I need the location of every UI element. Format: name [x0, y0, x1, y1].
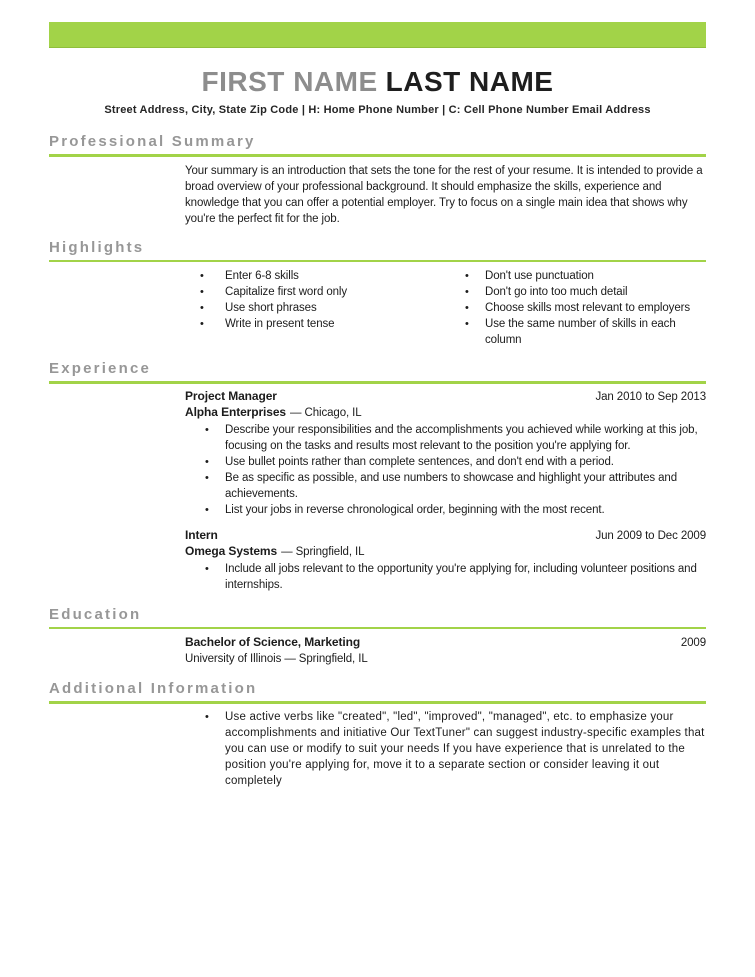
job-bullets	[185, 422, 706, 518]
section-underline	[49, 701, 706, 704]
job-company: Alpha Enterprises	[185, 405, 286, 419]
section-title-highlights: Highlights	[49, 238, 145, 256]
list-item: • Include all jobs relevant to the opportunity you're applying for, including volunteer positions and internships.	[185, 561, 706, 593]
highlights-columns	[185, 268, 706, 348]
job-location: — Springfield, IL	[281, 546, 365, 558]
section-underline	[49, 260, 706, 263]
contact-line: Street Address, City, State Zip Code | H: Home Phone Number | C: Cell Phone Number Email Address	[104, 104, 651, 116]
list-item: • Choose skills most relevant to employers	[447, 300, 706, 316]
section-title-additional-information: Additional Information	[49, 680, 258, 697]
list-item: • Don't use punctuation	[447, 268, 706, 284]
job-location: — Chicago, IL	[290, 407, 362, 419]
highlights-list-left	[185, 268, 447, 348]
list-item: • Use active verbs like "created", "led", "improved", "managed", etc. to emphasize your accomplishments and initiative Our TextTuner" can suggest industry-specific examples that you can use or modify to suit your needs If you have experience that is unrelated to the position you're applying for, move it to a separate section or consider leaving it out completely	[185, 709, 706, 789]
job-entry	[185, 389, 706, 518]
education-school: University of Illinois — Springfield, IL	[185, 652, 368, 665]
first-name: FIRST NAME	[201, 66, 378, 97]
list-item: • Be as specific as possible, and use numbers to showcase and highlight your attributes and achievements.	[185, 470, 706, 502]
list-item: • Describe your responsibilities and the accomplishments you achieved while working at this job, focusing on the tasks and results most relevant to the position you're applying for.	[185, 422, 706, 454]
last-name: LAST NAME	[385, 66, 554, 97]
job-dates: Jan 2010 to Sep 2013	[595, 390, 706, 403]
job-role: Project Manager	[185, 388, 277, 403]
job-company: Omega Systems	[185, 544, 278, 558]
additional-bullets	[185, 709, 706, 789]
job-role: Intern	[185, 527, 218, 542]
list-item: • Use bullet points rather than complete sentences, and don't end with a period.	[185, 454, 706, 470]
list-item: • List your jobs in reverse chronological order, beginning with the most recent.	[185, 502, 706, 518]
section-underline	[49, 381, 706, 384]
section-education	[49, 605, 706, 668]
section-title-education: Education	[49, 605, 142, 623]
education-year: 2009	[680, 637, 706, 649]
section-additional-information	[49, 679, 706, 789]
list-item: • Capitalize first word only	[185, 284, 447, 300]
list-item: • Write in present tense	[185, 316, 447, 332]
top-accent-bar	[49, 22, 706, 48]
list-item: • Don't go into too much detail	[447, 284, 706, 300]
job-dates: Jun 2009 to Dec 2009	[595, 529, 706, 542]
list-item: • Use the same number of skills in each column	[447, 316, 706, 348]
section-experience	[49, 359, 706, 593]
education-degree: Bachelor of Science, Marketing	[185, 635, 361, 649]
section-professional-summary	[49, 132, 706, 227]
job-bullets	[185, 561, 706, 593]
section-title-experience: Experience	[49, 360, 152, 377]
name-heading	[49, 64, 706, 100]
section-underline	[49, 154, 706, 157]
list-item: • Use short phrases	[185, 300, 447, 316]
list-item: • Enter 6-8 skills	[185, 268, 447, 284]
summary-paragraph: Your summary is an introduction that sets the tone for the rest of your resume. It is intended to provide a broad overview of your professional background. It should emphasize the skills, experience and knowledge that you can offer a potential employer. Try to focus on a single main idea that shows why you're the perfect fit for the job.	[185, 164, 703, 225]
highlights-list-right	[447, 268, 706, 348]
section-highlights	[49, 238, 706, 349]
section-underline	[49, 627, 706, 630]
job-entry	[185, 528, 706, 593]
section-title-professional-summary: Professional Summary	[49, 133, 256, 150]
